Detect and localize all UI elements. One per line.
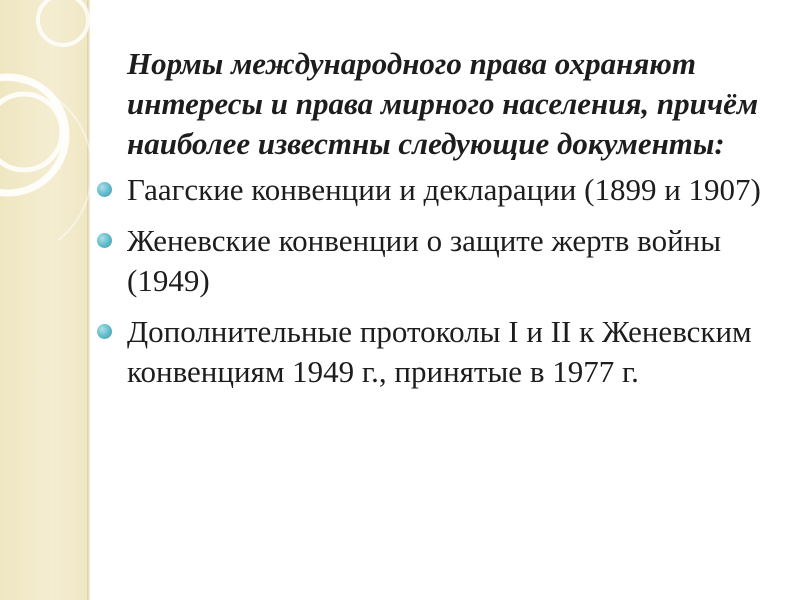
list-item-text: Гаагские конвенции и декларации (1899 и 1907) — [127, 172, 761, 207]
list-item — [94, 312, 774, 392]
bullet-icon — [97, 182, 112, 197]
bullet-icon — [97, 233, 112, 248]
slide-content — [94, 44, 774, 403]
intro-paragraph: Нормы международного права охраняют интересы и права мирного населения, причём наиболее известны следующие документы: — [127, 46, 759, 161]
list-item-text: Женевские конвенции о защите жертв войны (1949) — [127, 223, 722, 298]
list-item — [94, 221, 774, 301]
list-item-text: Дополнительные протоколы I и II к Женевским конвенциям 1949 г., принятые в 1977 г. — [127, 314, 752, 389]
document-list — [94, 170, 774, 392]
list-item — [94, 170, 774, 210]
bullet-icon — [97, 324, 112, 339]
